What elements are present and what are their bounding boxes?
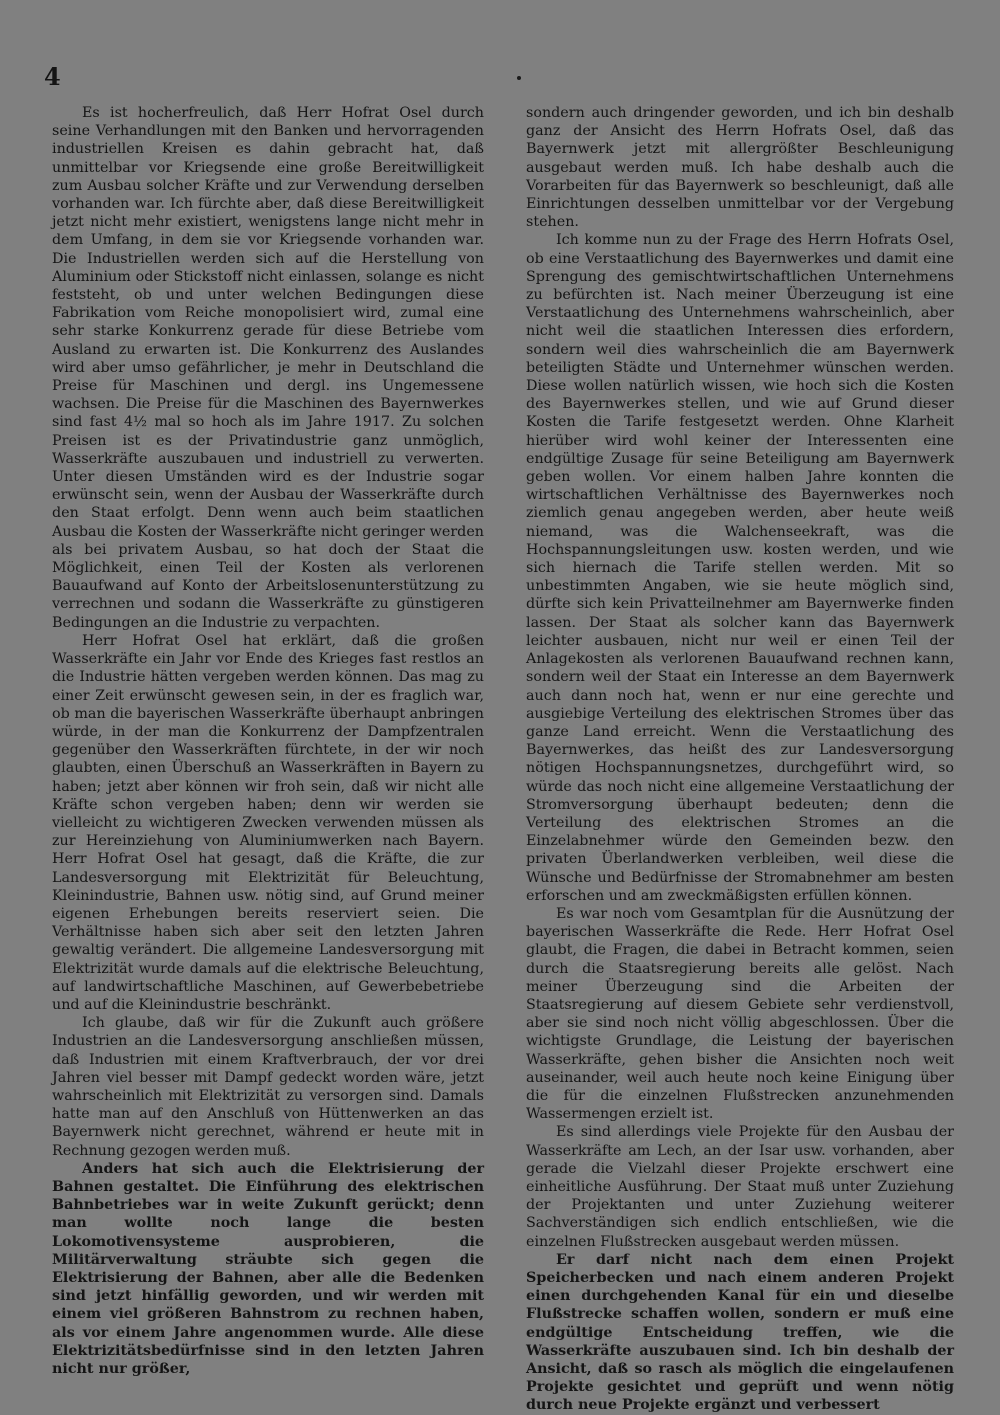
- paragraph: Es war noch vom Gesamtplan für die Ausnützung der bayerischen Wasserkräfte die Rede. Herr Hofrat Osel glaubt, die Fragen, die dabei in Betracht kommen, seien durch die Staatsregierung bereits alle gelöst. Nach meiner Überzeugung sind die Arbeiten der Staatsregierung auf diesem Gebiete sehr verdienstvoll, aber sie sind noch nicht völlig abgeschlossen. Über die wichtigste Grundlage, die Leistung der bayerischen Wasserkräfte, gehen bisher die Ansichten noch weit auseinander, weil auch heute noch keine Einigung über die für die einzelnen Flußstrecken anzunehmenden Wassermengen erzielt ist.: [526, 905, 954, 1123]
- paragraph: Er darf nicht nach dem einen Projekt Speicherbecken und nach einem anderen Projekt einen durchgehenden Kanal für ein und dieselbe Flußstrecke schaffen wollen, sondern er muß eine endgültige Entscheidung treffen, wie die Wasserkräfte auszubauen sind. Ich bin deshalb der Ansicht, daß so rasch als möglich die eingelaufenen Projekte gesichtet und geprüft und wenn nötig durch neue Projekte ergänzt und verbessert: [526, 1251, 954, 1414]
- paragraph: Anders hat sich auch die Elektrisierung der Bahnen gestaltet. Die Einführung des elektrischen Bahnbetriebes war in weite Zukunft gerückt; denn man wollte noch lange die besten Lokomotivensysteme ausprobieren, die Militärverwaltung sträubte sich gegen die Elektrisierung der Bahnen, aber alle die Bedenken sind jetzt hinfällig geworden, und wir werden mit einem viel größeren Bahnstrom zu rechnen haben, als vor einem Jahre angenommen wurde. Alle diese Elektrizitätsbedürfnisse sind in den letzten Jahren nicht nur größer,: [52, 1160, 484, 1378]
- left-column: [52, 104, 484, 1378]
- paragraph: Ich komme nun zu der Frage des Herrn Hofrats Osel, ob eine Verstaatlichung des Bayernwerkes und damit eine Sprengung des gemischtwirtschaftlichen Unternehmens zu befürchten ist. Nach meiner Überzeugung ist eine Verstaatlichung des Unternehmens wahrscheinlich, aber nicht weil die staatlichen Interessen dies erfordern, sondern weil dies wahrscheinlich die am Bayernwerk beteiligten Städte und Unternehmer wünschen werden. Diese wollen natürlich wissen, wie hoch sich die Kosten des Bayernwerkes stellen, und wie auf Grund dieser Kosten die Tarife festgesetzt werden. Ohne Klarheit hierüber wird wohl keiner der Interessenten eine endgültige Zusage für seine Beteiligung am Bayernwerk geben wollen. Vor einem halben Jahre konnten die wirtschaftlichen Verhältnisse des Bayernwerkes noch ziemlich genau angegeben werden, aber heute weiß niemand, was die Walchenseekraft, was die Hochspannungsleitungen usw. kosten werden, und wie sich hiernach die Tarife stellen werden. Mit so unbestimmten Angaben, wie sie heute möglich sind, dürfte sich kein Privatteilnehmer am Bayernwerke finden lassen. Der Staat als solcher kann das Bayernwerk leichter ausbauen, nicht nur weil er einen Teil der Anlagekosten als verlorenen Bauaufwand rechnen kann, sondern weil der Staat ein Interesse an dem Bayernwerk auch dann noch hat, wenn er nur eine gerechte und ausgiebige Verteilung des elektrischen Stromes über das ganze Land erreicht. Wenn die Verstaatlichung des Bayernwerkes, das heißt des zur Landesversorgung nötigen Hochspannungsnetzes, durchgeführt wird, so würde das noch nicht eine allgemeine Verstaatlichung der Stromversorgung überhaupt bedeuten; denn die Verteilung des elektrischen Stromes an die Einzelabnehmer würde den Gemeinden bezw. den privaten Überlandwerken verbleiben, weil diese die Wünsche und Bedürfnisse der Stromabnehmer am besten erforschen und am zweckmäßigsten erfüllen können.: [526, 232, 954, 904]
- paragraph: Herr Hofrat Osel hat erklärt, daß die großen Wasserkräfte ein Jahr vor Ende des Krieges fast restlos an die Industrie hätten vergeben werden können. Das mag zu einer Zeit erwünscht gewesen sein, in der es fraglich war, ob man die bayerischen Wasserkräfte überhaupt anbringen würde, in der man die Konkurrenz der Dampfzentralen gegenüber den Wasserkräften fürchtete, in der wir noch glaubten, einen Überschuß an Wasserkräften in Bayern zu haben; jetzt aber können wir froh sein, daß wir nicht alle Kräfte schon vergeben haben; denn wir werden sie vielleicht zu wichtigeren Zwecken verwenden müssen als zur Hereinziehung von Aluminiumwerken nach Bayern. Herr Hofrat Osel hat gesagt, daß die Kräfte, die zur Landesversorgung mit Elektrizität für Beleuchtung, Kleinindustrie, Bahnen usw. nötig sind, auf Grund meiner eigenen Erhebungen bereits reserviert seien. Die Verhältnisse haben sich aber seit den letzten Jahren gewaltig verändert. Die allgemeine Landesversorgung mit Elektrizität wurde damals auf die elektrische Beleuchtung, auf landwirtschaftliche Maschinen, auf Gewerbebetriebe und auf die Kleinindustrie beschränkt.: [52, 632, 484, 1013]
- printer-dot: [517, 76, 521, 80]
- paragraph: Es ist hocherfreulich, daß Herr Hofrat Osel durch seine Verhandlungen mit den Banken und hervorragenden industriellen Kreisen es dahin gebracht hat, daß unmittelbar vor Kriegsende eine große Bereitwilligkeit zum Ausbau solcher Kräfte und zur Verwendung derselben vorhanden war. Ich fürchte aber, daß diese Bereitwilligkeit jetzt nicht mehr existiert, wenigstens lange nicht mehr in dem Umfang, in dem sie vor Kriegsende vorhanden war. Die Industriellen werden sich auf die Herstellung von Aluminium oder Stickstoff nicht einlassen, solange es nicht feststeht, ob und unter welchen Bedingungen diese Fabrikation vom Reiche monopolisiert wird, zumal eine sehr starke Konkurrenz gerade für diese Betriebe vom Ausland zu erwarten ist. Die Konkurrenz des Auslandes wird aber umso gefährlicher, je mehr in Deutschland die Preise für Maschinen und dergl. ins Ungemessene wachsen. Die Preise für die Maschinen des Bayernwerkes sind fast 4½ mal so hoch als im Jahre 1917. Zu solchen Preisen ist es der Privatindustrie ganz unmöglich, Wasserkräfte auszubauen und industriell zu verwerten. Unter diesen Umständen wird es der Industrie sogar erwünscht sein, wenn der Ausbau der Wasserkräfte durch den Staat erfolgt. Denn wenn auch beim staatlichen Ausbau die Kosten der Wasserkräfte nicht geringer werden als bei privatem Ausbau, so hat doch der Staat die Möglichkeit, einen Teil der Kosten als verlorenen Bauaufwand auf Konto der Arbeitslosenunterstützung zu verrechnen und sodann die Wasserkräfte zu günstigeren Bedingungen an die Industrie zu verpachten.: [52, 105, 484, 631]
- paragraph: Ich glaube, daß wir für die Zukunft auch größere Industrien an die Landesversorgung anschließen müssen, daß Industrien mit einem Kraftverbrauch, der vor drei Jahren viel besser mit Dampf gedeckt worden wäre, jetzt wahrscheinlich mit Elektrizität zu versorgen sind. Damals hatte man auf den Anschluß von Hüttenwerken an das Bayernwerk nicht gerechnet, während er heute mit in Rechnung gezogen werden muß.: [52, 1015, 484, 1159]
- page-number: 4: [44, 62, 61, 91]
- paragraph: Es sind allerdings viele Projekte für den Ausbau der Wasserkräfte am Lech, an der Isar usw. vorhanden, aber gerade die Vielzahl dieser Projekte erschwert eine einheitliche Ausführung. Der Staat muß unter Zuziehung der Projektanten und unter Zuziehung weiterer Sachverständigen sich endlich entschließen, wie die einzelnen Flußstrecken ausgebaut werden müssen.: [526, 1124, 954, 1250]
- paragraph: sondern auch dringender geworden, und ich bin deshalb ganz der Ansicht des Herrn Hofrats Osel, daß das Bayernwerk jetzt mit allergrößter Beschleunigung ausgebaut werden muß. Ich habe deshalb auch die Vorarbeiten für das Bayernwerk so beschleunigt, daß alle Einrichtungen desselben unmittelbar vor der Vergebung stehen.: [526, 105, 954, 231]
- right-column: [526, 104, 954, 1415]
